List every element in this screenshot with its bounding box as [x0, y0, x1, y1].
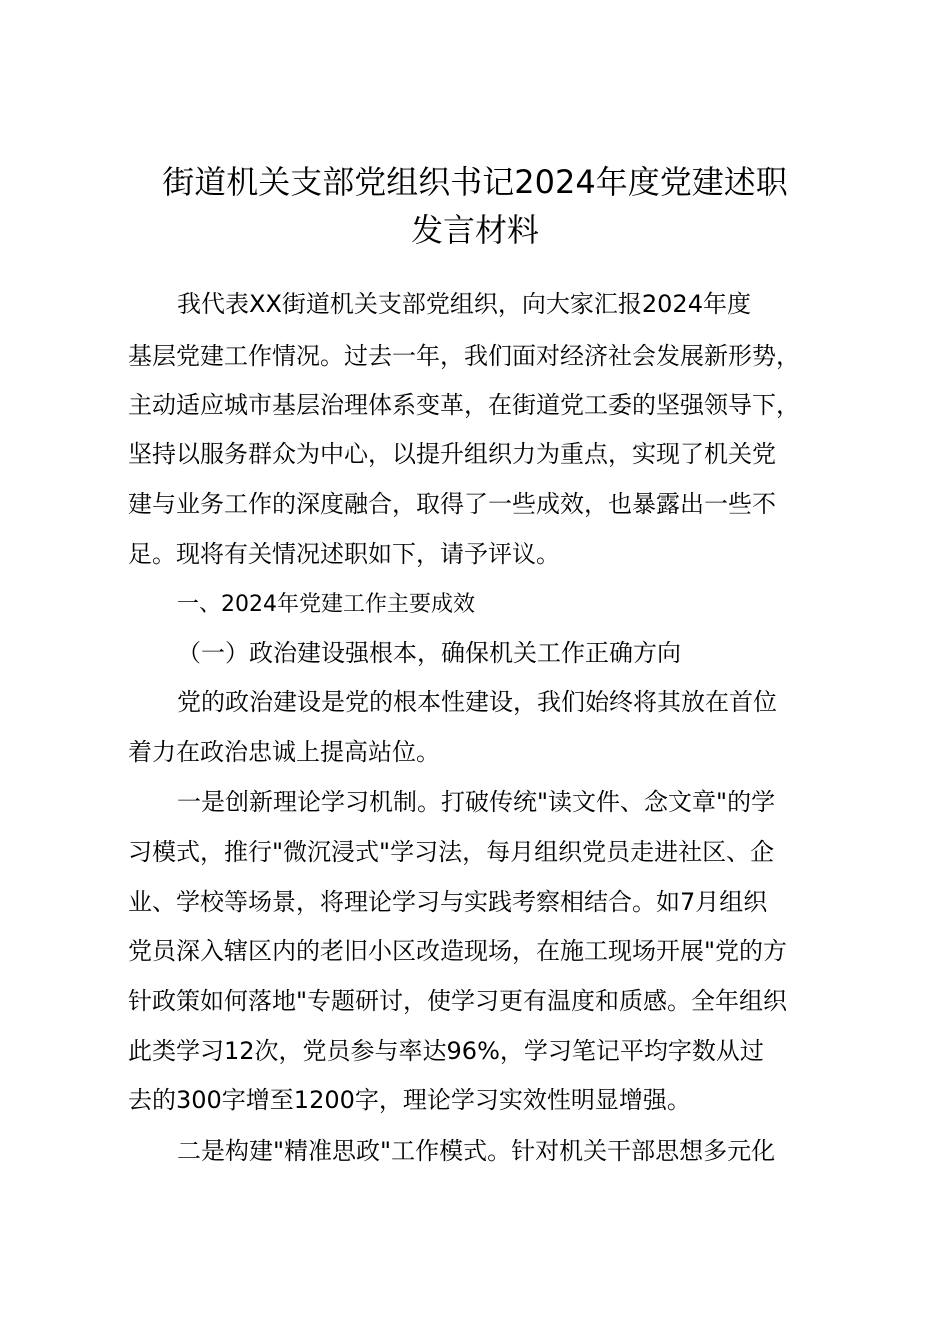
subsection-heading: （一）政治建设强根本，确保机关工作正确方向: [177, 639, 681, 667]
paragraph-line: 此类学习12次，党员参与率达96%，学习笔记平均字数从过: [128, 1037, 764, 1065]
document-title-line-1: 街道机关支部党组织书记2024年度党建述职: [162, 163, 788, 201]
paragraph-line: 党员深入辖区内的老旧小区改造现场，在施工现场开展"党的方: [128, 937, 788, 965]
paragraph-line: 我代表XX街道机关支部党组织，向大家汇报2024年度: [177, 290, 751, 318]
paragraph-line: 足。现将有关情况述职如下，请予评议。: [128, 540, 560, 568]
paragraph-line: 一是创新理论学习机制。打破传统"读文件、念文章"的学: [177, 788, 776, 816]
document-title-line-2: 发言材料: [410, 211, 539, 249]
paragraph-line: 着力在政治忠诚上提高站位。: [128, 738, 440, 766]
paragraph-line: 去的300字增至1200字，理论学习实效性明显增强。: [128, 1086, 691, 1114]
paragraph-line: 主动适应城市基层治理体系变革，在街道党工委的坚强领导下，: [128, 391, 800, 419]
paragraph-line: 二是构建"精准思政"工作模式。针对机关干部思想多元化: [177, 1137, 776, 1165]
paragraph-line: 业、学校等场景，将理论学习与实践考察相结合。如7月组织: [128, 888, 768, 916]
section-heading: 一、2024年党建工作主要成效: [177, 592, 475, 617]
paragraph-line: 坚持以服务群众为中心，以提升组织力为重点，实现了机关党: [128, 440, 776, 468]
paragraph-line: 建与业务工作的深度融合，取得了一些成效，也暴露出一些不: [128, 490, 776, 518]
paragraph-line: 针政策如何落地"专题研讨，使学习更有温度和质感。全年组织: [128, 987, 788, 1015]
paragraph-line: 习模式，推行"微沉浸式"学习法，每月组织党员走进社区、企: [128, 838, 775, 866]
paragraph-line: 党的政治建设是党的根本性建设，我们始终将其放在首位: [177, 688, 777, 716]
paragraph-line: 基层党建工作情况。过去一年，我们面对经济社会发展新形势，: [128, 342, 800, 370]
